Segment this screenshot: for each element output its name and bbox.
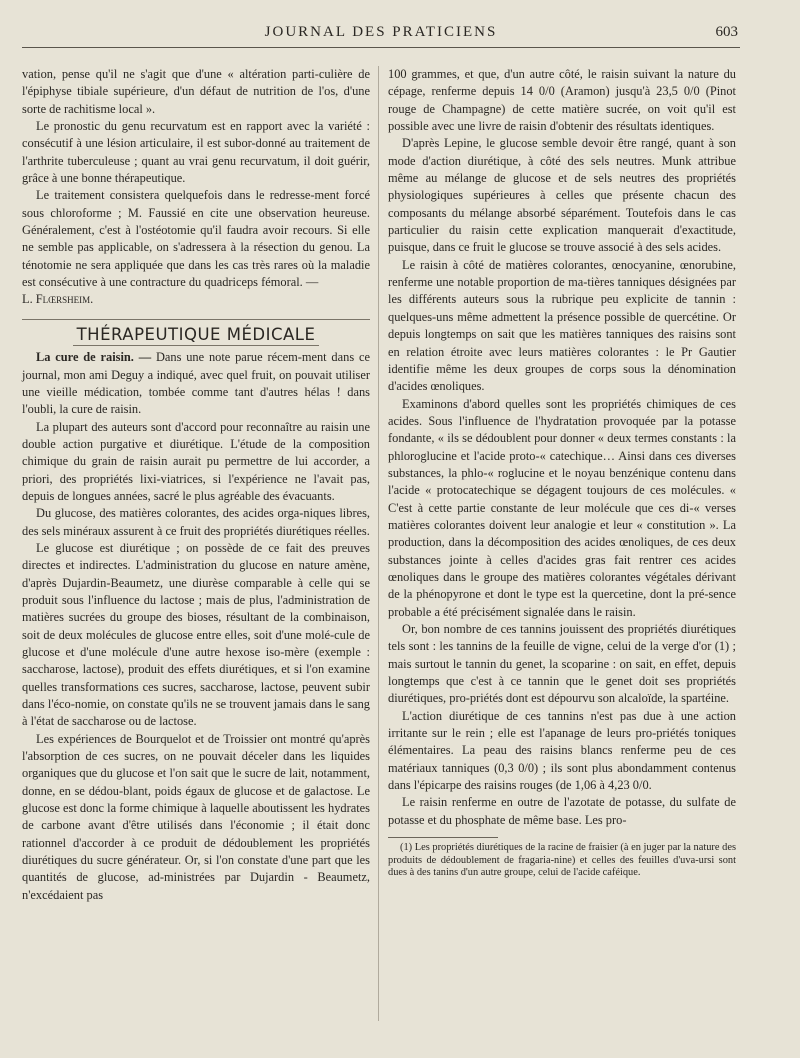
page-number: 603 (715, 24, 738, 40)
paragraph: La cure de raisin. — Dans une note parue récem-ment dans ce journal, mon ami Deguy a indiqué, avec quel fruit, on pouvait utiliser une vieille médication, tombée comme tant d'autres hélas ! dans l'oubli, la cure de raisin. (22, 350, 370, 417)
paragraph: Le traitement consistera quelquefois dans le redresse-ment forcé sous chloroforme ; M. Faussié en cite une observation heureuse. Généralement, c'est à l'ostéotomie qu'il faudra avoir recours. Si elle ne semble pas applicable, on s'adressera à la résection du genou. La ténotomie ne sera appliquée que dans les cas très rares où la maladie est consécutive à une contracture du quadriceps fémoral. — (22, 188, 370, 290)
paragraph: Le glucose est diurétique ; on possède de ce fait des preuves directes et indirectes. L'administration du glucose en nature amène, d'après Dujardin-Beaumetz, une diurèse comparable à celle qui se produit sous l'influence du lactose ; mais de plus, l'administration de matières sucrées du groupe des bioses, résultant de la combinaison, soit de deux molécules de glucose entre elles, soit d'une molé-cule de glucose et d'une molécule d'une autre hexose iso-mère (exemple : saccharose, lactose), produit des effets diurétiques, et si l'on examine quelles transformations ces sucres, saccharose, lactose, peuvent subir dans l'éco-nomie, on constate qu'ils ne se trouvent jamais dans le sang à l'état de saccharose ou de lactose. (22, 540, 370, 729)
section-title: THÉRAPEUTIQUE MÉDICALE (22, 319, 370, 343)
paragraph: L'action diurétique de ces tannins n'est pas due à une action irritante sur le rein ; elle est l'apanage de leurs pro-priétés toniques élémentaires. La peau des raisins blancs renferme peu de ces matériaux tanniques (0,3 0/0) ; ils sont plus abondamment contenus dans l'épicarpe des raisins rouges (de 1,06 à 4,23 0/0. (388, 708, 736, 793)
author-signature: L. Flœrsheim. (22, 292, 94, 307)
paragraph: vation, pense qu'il ne s'agit que d'une « altération parti-culière de l'épiphyse tibiale supérieure, d'un défaut de nutrition de l'os, d'une sorte de rachitisme local ». (22, 67, 370, 116)
run-in-heading: La cure de raisin. — (36, 350, 152, 365)
paragraph: Le raisin renferme en outre de l'azotate de potasse, du sulfate de potasse et du phosphate de même base. Les pro- (388, 795, 736, 827)
paragraph: Examinons d'abord quelles sont les propriétés chimiques de ces acides. Sous l'influence de l'hydratation provoquée par la potasse fondante, « ils se dédoublent pour donner « deux termes constants : la phloroglucine et l'acide proto-« catechique… Ainsi dans ces diverses substances, la phlo-« roglucine et le noyau benzénique contenu dans l'acide « protocatechique se dégagent toujours de ces molécules. « C'est à cette partie constante de leur molécule que ces di-« verses matières colorantes doivent leur analogie et leur « constitution ». La production, dans la décomposition des acides œnoliques, de ces deux substances jointe à celles d'acides gras fait rentrer ces acides œnoliques dans le groupe des matières colorantes végétales dérivant de la phénopyrone et dont le type est la quercetine, dont la pré-sence probable a été précisément signalée dans le raisin. (388, 396, 736, 619)
header-rule (22, 47, 740, 48)
column-divider (378, 66, 379, 1021)
journal-title: JOURNAL DES PRATICIENS (264, 24, 498, 40)
left-column (22, 66, 370, 904)
paragraph: Or, bon nombre de ces tannins jouissent des propriétés diurétiques tels sont : les tannins de la feuille de vigne, celui de la verge d'or (1) ; mais surtout le tannin du genet, la scoparine : on sait, en effet, depuis longtemps que c'est à ce tannin que le genet doit ses propriétés diurétiques, pro-priétés dont est dépourvu son alcaloïde, la spartéine. (388, 622, 736, 706)
paragraph: Le pronostic du genu recurvatum est en rapport avec la variété : consécutif à une lésion articulaire, il est subor-donné au traitement de l'arthrite tuberculeuse ; quant au vrai genu recurvatum, il doit guérir, grâce à une bonne thérapeutique. (22, 119, 370, 186)
footnote-rule (388, 837, 498, 838)
paragraph: 100 grammes, et que, d'un autre côté, le raisin suivant la nature du cépage, renferme depuis 14 0/0 (Aramon) jusqu'à 23,5 0/0 (Pinot rouge de Champagne) de cette matière sucrée, on voit qu'il est possible avec une livre de raisin d'obtenir des résultats identiques. (388, 67, 736, 134)
paragraph: Le raisin à côté de matières colorantes, œnocyanine, œnorubine, renferme une notable proportion de ma-tières tanniques désignées par les différents auteurs sous la rubrique peu explicite de tannin : quelques-uns même admettent la présence possible de quercétine. Or depuis longtemps on sait que les matières tanniques des raisins sont en relation étroite avec leurs matières colorantes : le Pr Gautier identifie même les deux groupes de corps sous la dénomination d'acides œnoliques. (388, 257, 736, 394)
paragraph: D'après Lepine, le glucose semble devoir être rangé, quant à son mode d'action diurétique, à côté des sels neutres. Munk attribue même au mélange de glucose et de sels neutres des propriétés physiologiques supérieures à celles que présente chacun des composants du mélange absorbé séparément. Toutefois dans le cas particulier du raisin cette explication manquerait d'exactitude, puisque, dans ce fruit le glucose se trouve associé à des sels acides. (388, 136, 736, 255)
paragraph: Du glucose, des matières colorantes, des acides orga-niques libres, des sels minéraux assurent à ce fruit des propriétés diurétiques réelles. (22, 506, 370, 538)
paragraph: La plupart des auteurs sont d'accord pour reconnaître au raisin une double action purgative et diurétique. L'étude de la composition chimique du grain de raisin aurait pu permettre de lui accorder, a priori, des propriétés lixi-viatrices, si l'expérience ne l'avait pas, depuis de longues années, sacré le plus agréable des évacuants. (22, 419, 370, 503)
footnote: (1) Les propriétés diurétiques de la racine de fraisier (à en juger par la nature des produits de dédoublement de fragaria-nine) et celles des feuilles d'uva-ursi sont dues à des tanins d'un autre groupe, celui de l'acide caféique. (388, 842, 736, 879)
paragraph: Les expériences de Bourquelot et de Troissier ont montré qu'après l'absorption de ces sucres, on ne pouvait déceler dans les liquides organiques que du glucose et l'on sait que le sucre de lait, notamment, donne, en se dédou-blant, poids égaux de glucose et de galactose. Le glucose est donc la forme chimique à laquelle aboutissent les hydrates de carbone avant d'être utilisés dans l'économie ; il était donc rationnel d'accorder à ce produit de dédoublement les propriétés diurétiques du sucre générateur. Or, si l'on constate d'une part que les quantités de glucose, ad-ministrées par Dujardin - Beaumetz, n'excédaient pas (22, 731, 370, 902)
running-header (22, 22, 740, 44)
right-column (388, 66, 736, 880)
